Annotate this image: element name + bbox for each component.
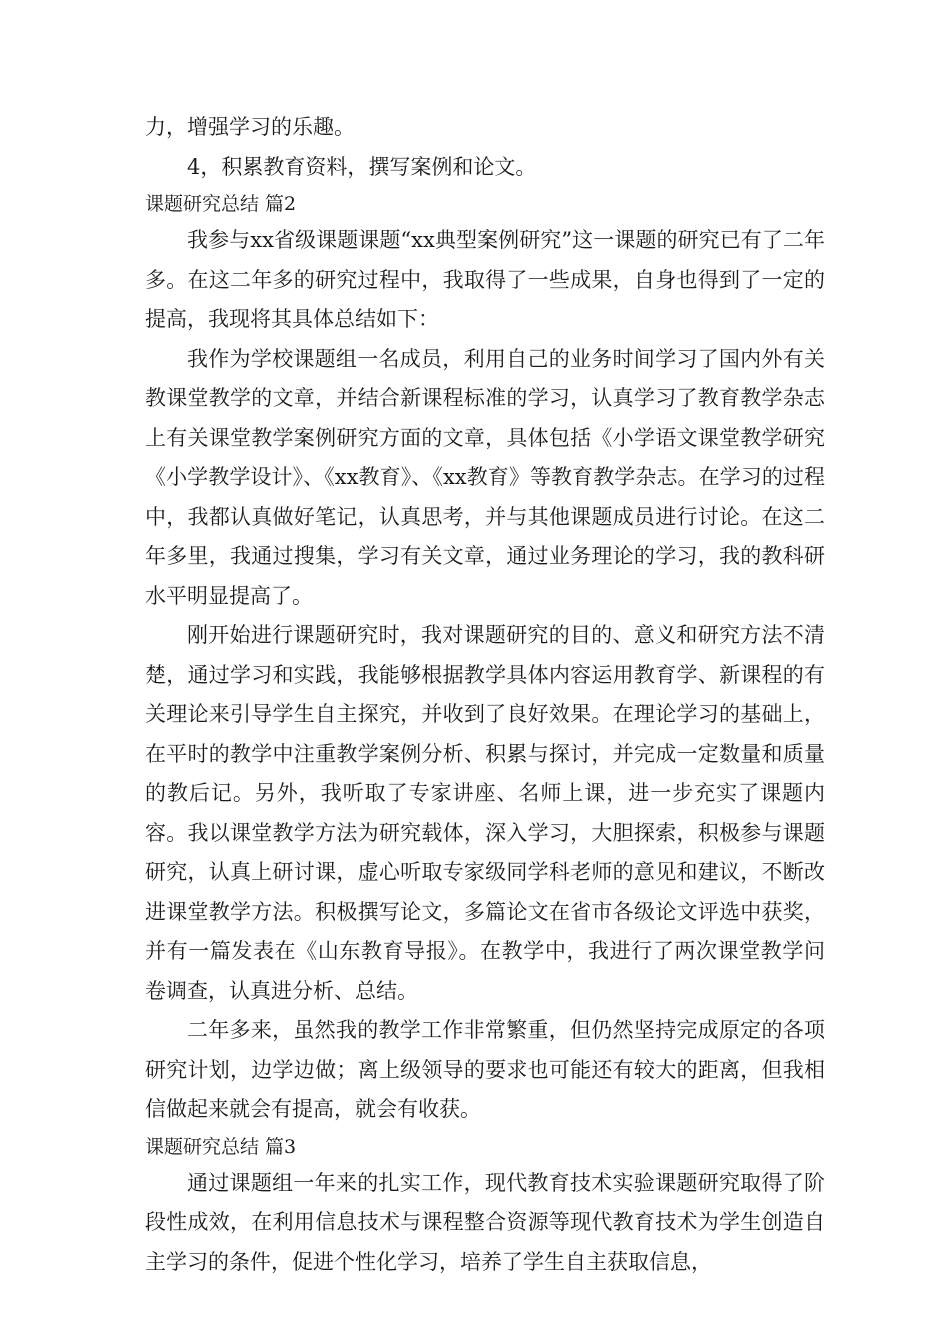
paragraph: 二年多来，虽然我的教学工作非常繁重，但仍然坚持完成原定的各项研究计划，边学边做；离上级领导的要求也可能还有较大的距离，但我相信做起来就会有提高，就会有收获。: [145, 1018, 825, 1121]
paragraph: 我参与xx省级课题课题“xx典型案例研究”这一课题的研究已有了二年多。在这二年多的研究过程中，我取得了一些成果，自身也得到了一定的提高，我现将其具体总结如下：: [145, 228, 825, 331]
paragraph: 我作为学校课题组一名成员，利用自己的业务时间学习了国内外有关教课堂教学的文章，并结合新课程标准的学习，认真学习了教育教学杂志上有关课堂教学案例研究方面的文章，具体包括《小学语文课堂教学研究《小学教学设计》、《xx教育》、《xx教育》等教育教学杂志。在学习的过程中，我都认真做好笔记，认真思考，并与其他课题成员进行讨论。在这二年多里，我通过搜集，学习有关文章，通过业务理论的学习，我的教科研水平明显提高了。: [145, 346, 825, 608]
paragraph-list-item-4: 4，积累教育资料，撰写案例和论文。: [187, 154, 537, 179]
paragraph-continuation: 力，增强学习的乐趣。: [145, 115, 355, 139]
document-body: [145, 108, 825, 1282]
section-heading-2: 课题研究总结 篇2: [145, 193, 297, 215]
section-heading-3: 课题研究总结 篇3: [145, 1135, 297, 1158]
paragraph: 通过课题组一年来的扎实工作，现代教育技术实验课题研究取得了阶段性成效，在利用信息技术与课程整合资源等现代教育技术为学生创造自主学习的条件，促进个性化学习，培养了学生自主获取信息，: [145, 1170, 825, 1274]
paragraph: 刚开始进行课题研究时，我对课题研究的目的、意义和研究方法不清楚，通过学习和实践，我能够根据教学具体内容运用教育学、新课程的有关理论来引导学生自主探究，并收到了良好效果。在理论学习的基础上，在平时的教学中注重教学案例分析、积累与探讨，并完成一定数量和质量的教后记。另外，我听取了专家讲座、名师上课，进一步充实了课题内容。我以课堂教学方法为研究载体，深入学习，大胆探索，积极参与课题研究，认真上研讨课，虚心听取专家级同学科老师的意见和建议，不断改进课堂教学方法。积极撰写论文，多篇论文在省市各级论文评选中获奖，并有一篇发表在《山东教育导报》。在教学中，我进行了两次课堂教学问卷调查，认真进分析、总结。: [145, 623, 825, 1003]
